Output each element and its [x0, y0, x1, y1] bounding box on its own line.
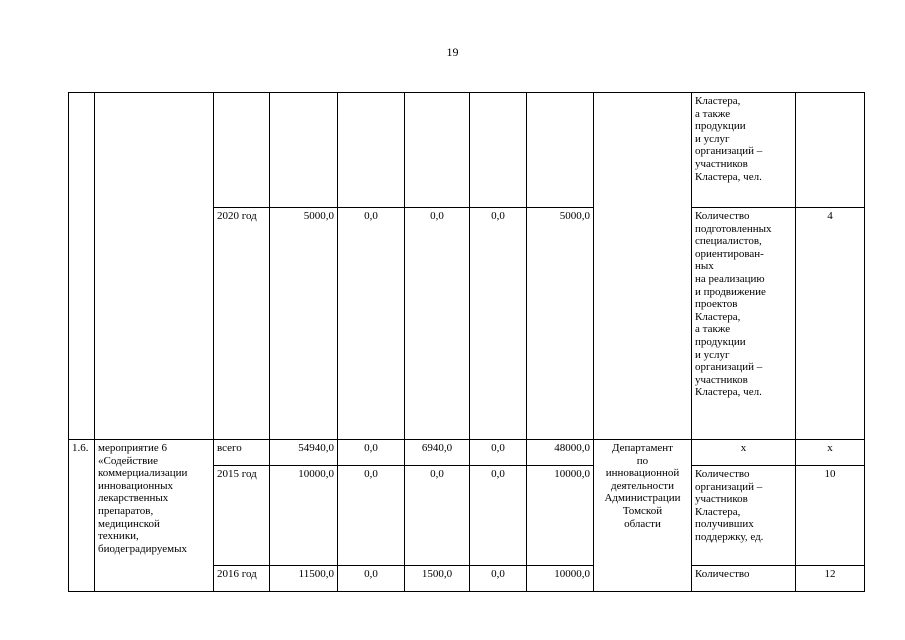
indicator-text: х: [692, 440, 796, 466]
funding-cell: [470, 93, 527, 208]
page-number: 19: [446, 45, 459, 59]
funding-cell: 1500,0: [405, 566, 470, 592]
number-cell: 1.6.: [69, 440, 95, 592]
total-cell: 5000,0: [270, 208, 338, 440]
funding-cell: [405, 93, 470, 208]
total-cell: [270, 93, 338, 208]
indicator-value: 10: [796, 466, 865, 566]
indicator-value: [796, 93, 865, 208]
funding-cell: 5000,0: [527, 208, 594, 440]
indicator-value: х: [796, 440, 865, 466]
executor-cell: [594, 93, 692, 440]
indicator-text: Количество подготовленных специалистов, ориентирован- ных на реализацию и продвижение проектов Кластера, а также продукции и услуг организаций – участников Кластера, чел.: [692, 208, 796, 440]
indicator-text: Количество: [692, 566, 796, 592]
table-row-continued: [69, 93, 865, 208]
funding-cell: 48000,0: [527, 440, 594, 466]
executor-cell: Департамент по инновационной деятельности Администрации Томской области: [594, 440, 692, 592]
total-cell: 54940,0: [270, 440, 338, 466]
funding-cell: [338, 93, 405, 208]
program-table: [68, 92, 865, 592]
funding-cell: 10000,0: [527, 466, 594, 566]
year-cell: [214, 93, 270, 208]
funding-cell: 0,0: [405, 466, 470, 566]
year-cell: 2020 год: [214, 208, 270, 440]
indicator-value: 12: [796, 566, 865, 592]
indicator-value: 4: [796, 208, 865, 440]
funding-cell: 0,0: [470, 566, 527, 592]
funding-cell: 0,0: [338, 440, 405, 466]
funding-cell: 0,0: [338, 566, 405, 592]
funding-cell: 10000,0: [527, 566, 594, 592]
funding-cell: 0,0: [470, 440, 527, 466]
measure-name-cell: мероприятие 6 «Содействие коммерциализации инновационных лекарственных препаратов, медицинской техники, биодеградируемых: [95, 440, 214, 592]
total-cell: 10000,0: [270, 466, 338, 566]
funding-cell: 6940,0: [405, 440, 470, 466]
funding-cell: 0,0: [338, 466, 405, 566]
funding-cell: [527, 93, 594, 208]
funding-cell: 0,0: [470, 208, 527, 440]
table-row-total: [69, 440, 865, 466]
year-cell: 2015 год: [214, 466, 270, 566]
year-cell: всего: [214, 440, 270, 466]
number-cell: [69, 93, 95, 440]
indicator-text: Количество организаций – участников Кластера, получивших поддержку, ед.: [692, 466, 796, 566]
total-cell: 11500,0: [270, 566, 338, 592]
year-cell: 2016 год: [214, 566, 270, 592]
funding-cell: 0,0: [405, 208, 470, 440]
indicator-text: Кластера, а также продукции и услуг организаций – участников Кластера, чел.: [692, 93, 796, 208]
funding-cell: 0,0: [470, 466, 527, 566]
measure-name-cell: [95, 93, 214, 440]
funding-cell: 0,0: [338, 208, 405, 440]
